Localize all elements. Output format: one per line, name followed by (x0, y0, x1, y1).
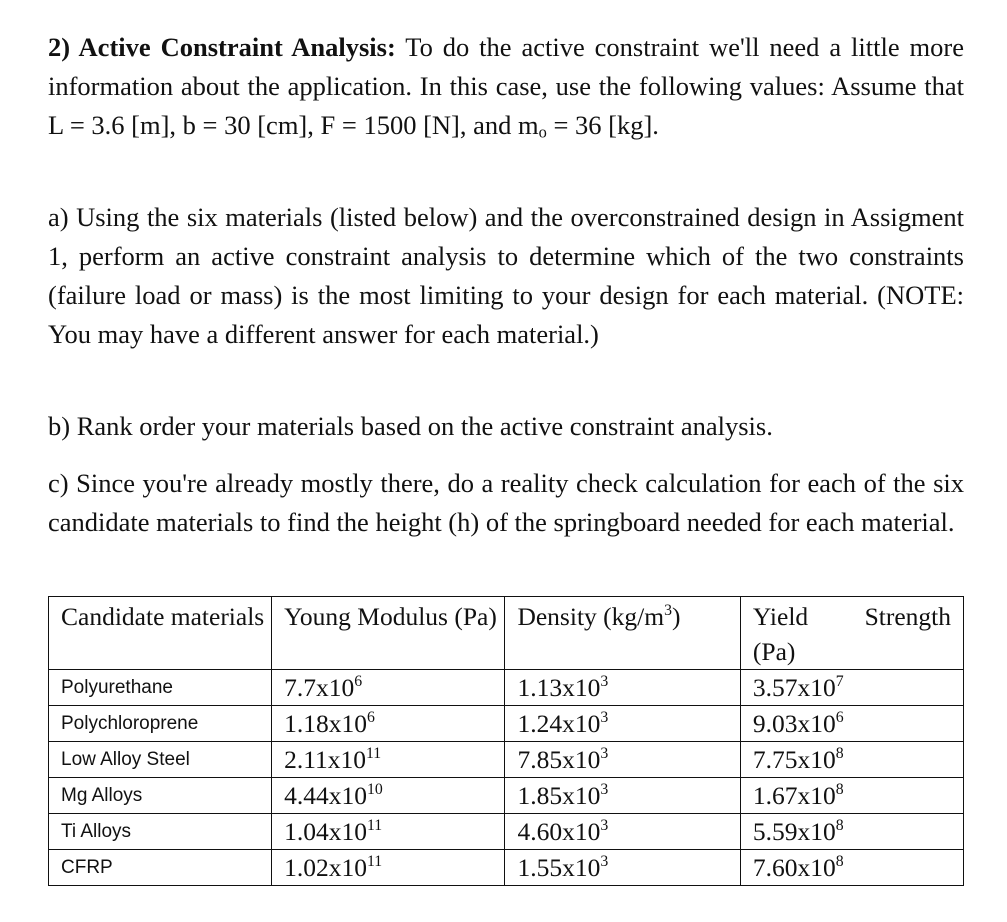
intro-text-end: = 36 [kg]. (546, 110, 659, 140)
young-modulus-value: $2.11x10^{11}$ (272, 742, 505, 778)
density-value: $1.55x10^3$ (505, 850, 740, 886)
table-row (49, 850, 964, 886)
yield-strength-value: $1.67x10^8$ (740, 778, 963, 814)
yield-strength-value: $9.03x10^6$ (740, 706, 963, 742)
density-value: $1.24x10^3$ (505, 706, 740, 742)
header-density: Density $(kg/m^3)$ (505, 597, 740, 670)
header-yield-strength: Yield Strength (Pa) (740, 597, 963, 670)
yield-strength-value: $7.60x10^8$ (740, 850, 963, 886)
yield-strength-value: $5.59x10^8$ (740, 814, 963, 850)
materials-table (48, 596, 964, 886)
yield-strength-value: $3.57x10^7$ (740, 670, 963, 706)
young-modulus-value: $1.18x10^6$ (272, 706, 505, 742)
young-modulus-value: $1.02x10^{11}$ (272, 850, 505, 886)
section-heading: 2) Active Constraint Analysis: (48, 32, 396, 62)
yield-strength-value: $7.75x10^8$ (740, 742, 963, 778)
density-value: $7.85x10^3$ (505, 742, 740, 778)
table-row (49, 670, 964, 706)
table-row (49, 706, 964, 742)
young-modulus-value: $4.44x10^{10}$ (272, 778, 505, 814)
table-row (49, 814, 964, 850)
part-b-text: b) Rank order your materials based on the active constraint analysis. (48, 411, 773, 441)
part-a-text: a) Using the six materials (listed below) and the overconstrained design in Assigment 1, perform an active constraint analysis to determine which of the two constraints (failure load or mass) is the most limiting to your design for each material. (NOTE: You may have a different answer for each material.) (48, 202, 964, 349)
young-modulus-value: $7.7x10^6$ (272, 670, 505, 706)
header-young-modulus: Young Modulus (Pa) (272, 597, 505, 670)
mass-subscript: o (538, 122, 547, 142)
material-name: Low Alloy Steel (49, 742, 272, 778)
material-name: Ti Alloys (49, 814, 272, 850)
intro-text: To do the active constraint we'll need a little more information about the application. In this case, use the following values: Assume that L = 3.6 [m], b = 30 [cm], F = 1500 [N], and m (48, 32, 964, 140)
young-modulus-value: $1.04x10^{11}$ (272, 814, 505, 850)
density-value: $4.60x10^3$ (505, 814, 740, 850)
table-row (49, 742, 964, 778)
material-name: Mg Alloys (49, 778, 272, 814)
density-value: $1.13x10^3$ (505, 670, 740, 706)
material-name: Polyurethane (49, 670, 272, 706)
table-row (49, 778, 964, 814)
table-header-row (49, 597, 964, 670)
material-name: CFRP (49, 850, 272, 886)
density-value: $1.85x10^3$ (505, 778, 740, 814)
part-c-text: c) Since you're already mostly there, do a reality check calculation for each of the six candidate materials to find the height (h) of the springboard needed for each material. (48, 468, 964, 537)
materials-table-body (49, 670, 964, 886)
section-intro (48, 28, 964, 145)
header-candidate-materials: Candidate materials (49, 597, 272, 670)
material-name: Polychloroprene (49, 706, 272, 742)
